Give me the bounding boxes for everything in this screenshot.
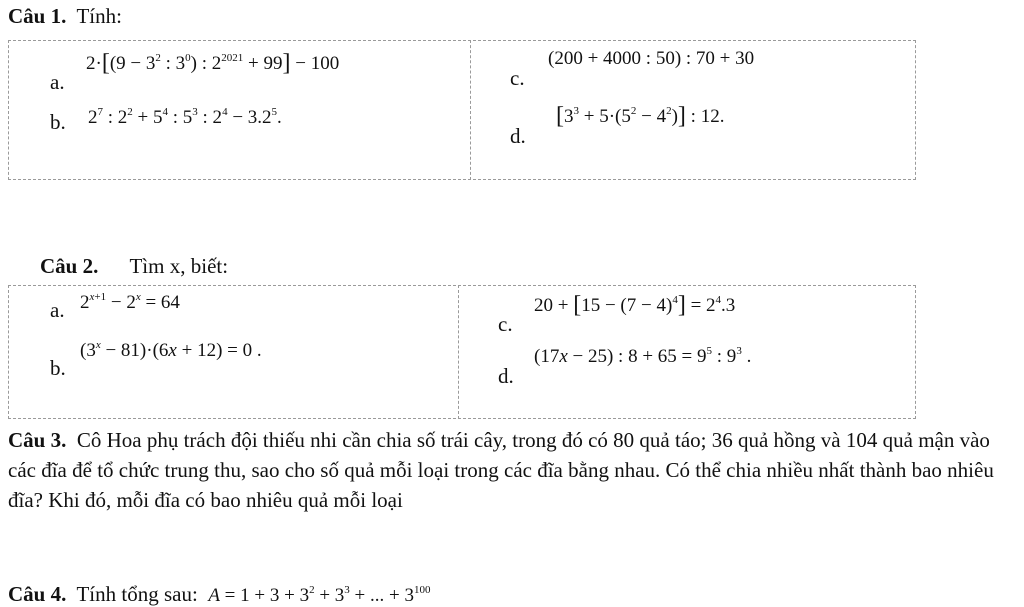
q2-b-label: b. [50,356,66,380]
q1-title: Tính: [76,4,122,28]
q4-line [8,582,430,607]
q2-b-expression: $(3^x - 81)\cdot(6x + 12) = 0$ . [80,339,262,361]
q2-title: Tìm x, biết: [129,254,229,278]
q1-d-expression: $[3^3 + 5\cdot(5^2 - 4^2)]$ : 12. [556,103,725,129]
q1-b-expression: $2^7$ : $2^2 + 5^4$ : $5^3$ : $2^4 - 3.2^5$. [88,106,282,128]
q2-a-expression: $2^{x+1} - 2^x = 64$ [80,291,180,313]
q1-d-label: d. [510,124,526,148]
q2-heading: Câu 2. [40,254,99,278]
q1-a-label: a. [50,70,65,94]
q4-title: Tính tổng sau: [76,582,198,606]
q2-c-label: c. [498,312,513,336]
q2-a-label: a. [50,298,65,322]
q1-b-label: b. [50,110,66,134]
q1-c-expression: (200 + 4000 : 50) : 70 + 30 [548,48,755,69]
q2-divider [458,285,459,419]
q1-heading-line [8,4,122,29]
q1-c-label: c. [510,66,525,90]
q2-d-expression: (17x − 25) : $8 + 65 = 9^5$ : $9^3$ . [534,345,752,367]
q2-d-label: d. [498,364,514,388]
q1-a-expression: $2\cdot[(9 - 3^2$ : $3^0$) : $2^{2021} + 99] - 100$ [86,50,340,76]
q4-heading: Câu 4. [8,582,67,606]
q2-c-expression: $20 + [15 - (7 - 4)^4] = 2^4.3$ [534,292,736,318]
q2-heading-line [40,254,228,279]
q3-text: Cô Hoa phụ trách đội thiếu nhi cần chia số trái cây, trong đó có 80 quả táo; 36 quả hồng và 104 quả mận vào các đĩa để tổ chức trung thu, sao cho số quả mỗi loại trong các đĩa bằng nhau. Có thể chia nhiều nhất thành bao nhiêu đĩa? Khi đó, mỗi đĩa có bao nhiêu quả mỗi loại [8,428,994,512]
q4-expression: $A = 1 + 3 + 3^2 + 3^3$ + ... + $3^{100}$ [208,584,431,606]
q3-paragraph [8,425,1018,515]
q1-heading: Câu 1. [8,4,67,28]
q1-divider [470,40,471,180]
q3-heading: Câu 3. [8,428,67,452]
